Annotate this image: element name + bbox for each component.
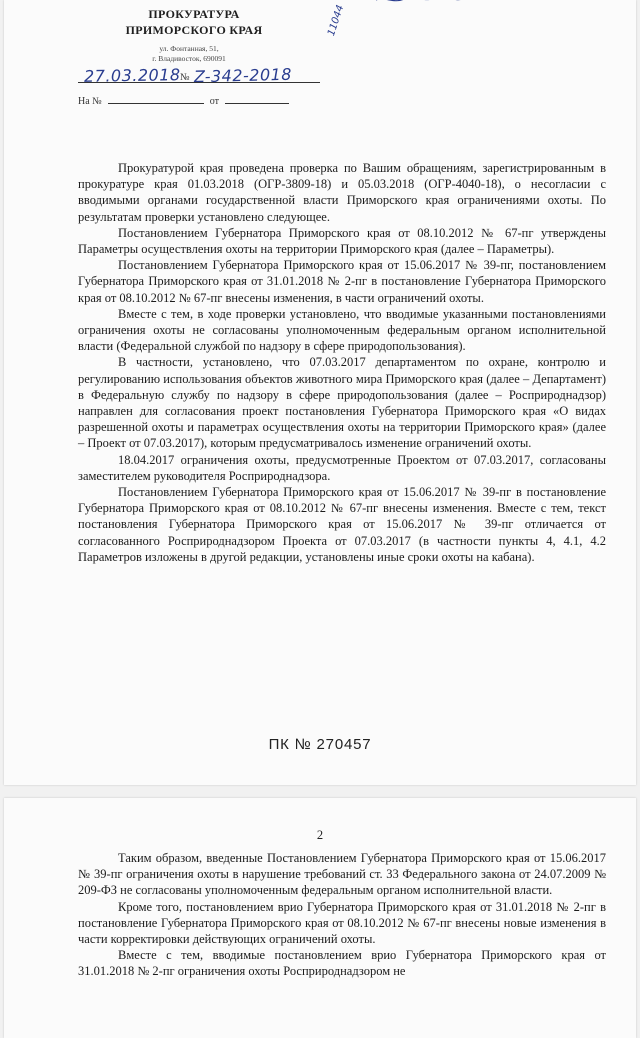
document-page-2 (4, 798, 636, 1038)
address-line2: г. Владивосток, 690091 (152, 54, 226, 63)
letter-body-page2 (78, 850, 606, 980)
reply-no-label: На № (78, 96, 102, 107)
reply-from-label: от (209, 96, 219, 107)
page-number: 2 (316, 828, 324, 842)
form-serial-stamp: ПК № 270457 (268, 736, 372, 753)
number-underline (192, 82, 320, 83)
paragraph: Вместе с тем, в ходе проверки установлено, что вводимые указанными постановлениями ограничения охоты не согласованы уполномоченным федеральным органом исполнительной власти (Федеральной службой по надзору в сфере природопользования). (78, 306, 606, 354)
org-name-line2: ПРИМОРСКОГО КРАЯ (125, 23, 263, 37)
paragraph: Вместе с тем, вводимые постановлением врио Губернатора Приморского края от 31.01.2018 № 2-пг ограничения охоты Росприроднадзором не (78, 948, 606, 979)
paragraph: Постановлением Губернатора Приморского края от 15.06.2017 № 39-пг в постановление Губернатора Приморского края от 08.10.2012 № 67-пг внесены изменения. Вместе с тем, текст постановления Губернатора Приморского края от 15.06.2017 № 39-пг отличается от согласованного Росприроднадзором Проекта от 07.03.2017 (в частности пункты 4, 4.1, 4.2 Параметров изложены в другой редакции, установлены иные сроки охоты на кабана). (78, 485, 606, 564)
reply-no-blank (108, 103, 204, 104)
reply-date-blank (225, 103, 289, 104)
document-page-1 (4, 0, 636, 785)
reply-to-row (78, 96, 289, 107)
date-underline (78, 82, 193, 83)
org-name-line1: ПРОКУРАТУРА (148, 7, 240, 21)
letter-body-page1 (78, 160, 606, 565)
paragraph: Прокуратурой края проведена проверка по Вашим обращениям, зарегистрированным в прокуратуре края 01.03.2018 (ОГР-3809-18) и 05.03.2018 (ОГР-4040-18), о несогласии с вводимыми органами государственной власти Приморского края ограничениями охоты. По результатам проверки установлено следующее. (78, 161, 606, 224)
paragraph: 18.04.2017 ограничения охоты, предусмотренные Проектом от 07.03.2017, согласованы заместителем руководителя Росприроднадзора. (78, 452, 606, 483)
handwritten-side-note: 11044 (326, 3, 347, 38)
paragraph: Постановлением Губернатора Приморского края от 15.06.2017 № 39-пг, постановлением Губернатора Приморского края от 31.01.2018 № 2-пг в постановление Губернатора Приморского края от 08.10.2012 № 67-пг внесены изменения, в части ограничений охоты. (78, 258, 606, 305)
letterhead (94, 6, 294, 38)
number-label: № (180, 72, 190, 83)
handwritten-scrawl (374, 0, 464, 4)
paragraph: Кроме того, постановлением врио Губернатора Приморского края от 31.01.2018 № 2-пг в постановление Губернатора Приморского края от 08.10.2012 № 67-пг внесены новые изменения в части корректировки действующих ограничений охоты. (78, 899, 606, 947)
handwritten-date: 27.03.2018 (83, 65, 181, 86)
paragraph: В частности, установлено, что 07.03.2017 департаментом по охране, контролю и регулированию использования объектов животного мира Приморского края (далее – Департамент) в Федеральную службу по надзору в сфере природопользования (далее – Росприроднадзор) направлен для согласования проект постановления Губернатора Приморского края «О видах разрешенной охоты и параметрах осуществления охоты на территории Приморского края» (далее – Проект от 07.03.2017), которым предусматривалось изменение ограничений охоты. (78, 355, 606, 451)
paragraph: Постановлением Губернатора Приморского края от 08.10.2012 № 67-пг утверждены Параметры осуществления охоты на территории Приморского края (далее – Параметры). (78, 225, 606, 257)
org-address (134, 44, 244, 64)
handwritten-ref-number: Z-342-2018 (193, 64, 293, 87)
address-line1: ул. Фонтанная, 51, (159, 44, 219, 53)
paragraph: Таким образом, введенные Постановлением Губернатора Приморского края от 15.06.2017 № 39-пг ограничения охоты в нарушение требований ст. 33 Федерального закона от 24.07.2009 № 209-ФЗ не согласованы уполномоченным федеральным органом исполнительной власти. (78, 851, 606, 898)
